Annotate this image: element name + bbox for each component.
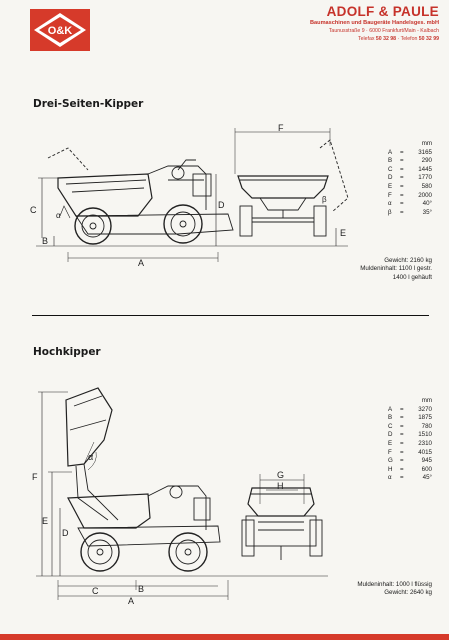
- dim-label-g2: G: [277, 470, 285, 480]
- spec-equals: =: [400, 431, 404, 439]
- spec-value: 45°: [422, 474, 432, 482]
- spec-equals: =: [400, 174, 404, 182]
- section-title-drei-seiten-kipper: Drei-Seiten-Kipper: [33, 98, 144, 110]
- ok-diamond-logo-icon: [30, 9, 90, 51]
- company-name: ADOLF & PAULE: [326, 4, 439, 19]
- spec-equals: =: [400, 200, 404, 208]
- spec-value: 3165: [418, 148, 432, 156]
- spec-key: A: [388, 148, 393, 156]
- spec-value: 1770: [418, 174, 432, 182]
- spec-key: A: [388, 405, 393, 413]
- spec-equals: =: [400, 414, 404, 422]
- section-divider: [32, 315, 429, 316]
- spec-equals: =: [400, 157, 404, 165]
- spec-row: [370, 414, 432, 423]
- telefax-number: 50 32 98: [375, 36, 397, 42]
- dim-label-c2: C: [92, 586, 99, 596]
- dim-label-e2: E: [42, 516, 49, 526]
- telefax-label: Telefax: [357, 36, 375, 42]
- spec-equals: =: [400, 191, 404, 199]
- spec-row: [370, 166, 432, 175]
- dim-label-f1: F: [278, 123, 284, 133]
- spec-value: 2310: [418, 439, 432, 447]
- spec-equals: =: [400, 422, 404, 430]
- dim-label-alpha2: α: [88, 452, 94, 462]
- spec-value: 600: [421, 465, 432, 473]
- spec-key: α: [388, 474, 392, 482]
- spec-key: C: [388, 165, 393, 173]
- hochkipper-drawing: [28, 380, 338, 605]
- company-address: Taunusstraße 9 · 6000 Frankfurt/Main - Kalbach: [328, 28, 439, 34]
- capacity-line-2: Muldeninhalt: 1000 l flüssig: [357, 581, 432, 588]
- dim-label-alpha1: α: [56, 211, 61, 220]
- spec-value: 945: [421, 457, 432, 465]
- weight-line-1: Gewicht: 2160 kg: [384, 257, 432, 264]
- dim-label-b2: B: [138, 584, 145, 594]
- spec-row: [370, 157, 432, 166]
- spec-row: [370, 440, 432, 449]
- spec-equals: =: [400, 208, 404, 216]
- spec-unit: mm: [421, 140, 432, 147]
- dim-label-a1: A: [138, 258, 145, 268]
- capacity-line-1b: 1400 l gehäuft: [392, 273, 432, 281]
- spec-equals: =: [400, 474, 404, 482]
- section-title-hochkipper: Hochkipper: [33, 346, 101, 358]
- telefon-label: Telefon: [400, 36, 418, 42]
- side-view-hochkipper: [38, 388, 228, 600]
- spec-value: 40°: [422, 200, 432, 208]
- capacity-line-1a: Muldeninhalt: 1100 l gestr.: [360, 265, 432, 273]
- spec-value: 290: [421, 157, 432, 165]
- dim-label-b1: B: [42, 236, 49, 246]
- side-view-dumper: [38, 148, 233, 262]
- spec-key: β: [388, 208, 392, 216]
- bottom-brand-bar: [0, 634, 449, 640]
- spec-equals: =: [400, 405, 404, 413]
- front-view-dumper: [235, 128, 348, 246]
- spec-row: [370, 431, 432, 440]
- dim-label-f2: F: [32, 472, 38, 482]
- spec-key: D: [388, 431, 393, 439]
- spec-table-drei-seiten-kipper: [370, 140, 432, 217]
- spec-value: 580: [421, 182, 432, 190]
- info-block-hochkipper: [310, 581, 432, 598]
- spec-equals: =: [400, 457, 404, 465]
- dim-label-h2: H: [277, 481, 284, 491]
- spec-row: [370, 192, 432, 201]
- telefon-number: 50 32 99: [418, 36, 439, 42]
- dim-label-d1: D: [218, 200, 225, 210]
- spec-row: [370, 474, 432, 483]
- spec-row: [370, 149, 432, 158]
- spec-row: [370, 449, 432, 458]
- logo-text: O&K: [47, 25, 73, 37]
- spec-value: 4015: [418, 448, 432, 456]
- spec-unit: mm: [421, 397, 432, 404]
- spec-row: [370, 406, 432, 415]
- spec-key: C: [388, 422, 393, 430]
- spec-value: 1445: [418, 165, 432, 173]
- spec-value: 1510: [418, 431, 432, 439]
- spec-equals: =: [400, 148, 404, 156]
- dim-label-e1: E: [340, 228, 347, 238]
- spec-key: G: [388, 457, 393, 465]
- company-block: [289, 4, 439, 42]
- company-phone-line: Telefax 50 32 98 · Telefon 50 32 99: [357, 36, 439, 42]
- spec-row: [370, 466, 432, 475]
- spec-row: [370, 200, 432, 209]
- spec-key: H: [388, 465, 393, 473]
- spec-key: E: [388, 182, 393, 190]
- spec-key: B: [388, 414, 393, 422]
- spec-key: F: [388, 191, 392, 199]
- spec-value: 1875: [418, 414, 432, 422]
- spec-row: [370, 183, 432, 192]
- spec-row: [370, 423, 432, 432]
- spec-value: 3270: [418, 405, 432, 413]
- company-subtitle: Baumaschinen und Baugeräte Handelsges. mbH: [310, 20, 439, 26]
- drei-seiten-kipper-drawing: [28, 118, 358, 268]
- dim-label-beta1: β: [322, 195, 327, 204]
- spec-row: [370, 174, 432, 183]
- spec-value: 35°: [422, 208, 432, 216]
- spec-key: F: [388, 448, 392, 456]
- spec-equals: =: [400, 465, 404, 473]
- dim-label-a2: A: [128, 596, 135, 605]
- info-block-drei-seiten-kipper: [320, 257, 432, 282]
- company-logo: [30, 9, 90, 51]
- spec-row: [370, 457, 432, 466]
- spec-equals: =: [400, 448, 404, 456]
- spec-key: D: [388, 174, 393, 182]
- spec-key: B: [388, 157, 393, 165]
- spec-equals: =: [400, 165, 404, 173]
- dim-label-c1: C: [30, 205, 37, 215]
- spec-row: [370, 209, 432, 218]
- spec-value: 780: [421, 422, 432, 430]
- spec-key: α: [388, 200, 392, 208]
- spec-value: 2000: [418, 191, 432, 199]
- dim-label-d2: D: [62, 528, 69, 538]
- weight-line-2: Gewicht: 2640 kg: [384, 589, 432, 597]
- spec-equals: =: [400, 182, 404, 190]
- spec-table-hochkipper: [370, 397, 432, 483]
- spec-equals: =: [400, 439, 404, 447]
- spec-key: E: [388, 439, 393, 447]
